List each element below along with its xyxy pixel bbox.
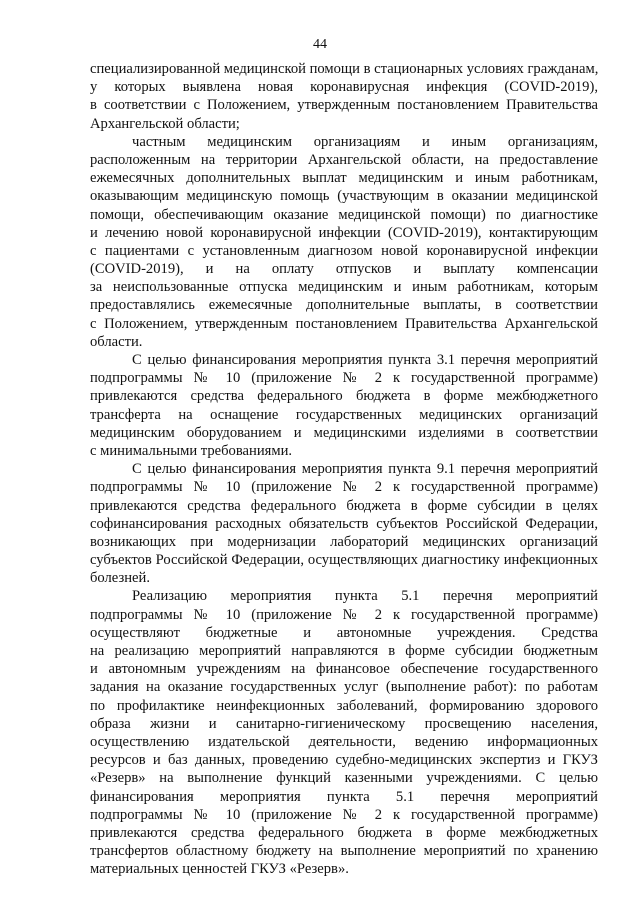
text-line: оказывающим медицинскую помощь (участвующим в оказании медицинской: [90, 188, 598, 205]
text-line: привлекаются средства федерального бюджета в форме межбюджетного: [90, 388, 598, 405]
text-line: возникающих при модернизации лабораторий медицинских организаций: [90, 533, 598, 550]
text-line: подпрограммы № 10 (приложение № 2 к государственной программе): [90, 479, 598, 496]
text-line: специализированной медицинской помощи в стационарных условиях гражданам,: [90, 61, 599, 77]
paragraph: [90, 460, 598, 587]
text-line: по профилактике неинфекционных заболеваний, формированию здорового: [90, 697, 598, 714]
text-line: у которых выявлена новая коронавирусная инфекция (COVID-2019),: [90, 79, 598, 96]
paragraph: [90, 60, 598, 133]
text-line: на реализацию мероприятий направляются в форме субсидии бюджетным: [90, 643, 598, 659]
text-line: подпрограммы № 10 (приложение № 2 к государственной программе): [90, 370, 598, 387]
text-line: в соответствии с Положением, утвержденным постановлением Правительства: [90, 97, 598, 114]
text-line: С целью финансирования мероприятия пункта 9.1 перечня мероприятий: [132, 461, 598, 478]
text-line: и лечению новой коронавирусной инфекции (COVID-2019), контактирующим: [90, 224, 598, 241]
paragraph: [90, 351, 598, 460]
text-line: образа жизни и санитарно-гигиеническому просвещению населения,: [90, 715, 598, 732]
text-line: частным медицинским организациям и иным организациям,: [132, 133, 598, 150]
text-line: осуществлению издательской деятельности, ведению информационных: [90, 733, 598, 750]
text-line: трансфертов областному бюджету на выполнение мероприятий по хранению: [90, 843, 598, 860]
document-body: [90, 60, 598, 878]
text-line: субъектов Российской Федерации, осуществляющих диагностику инфекционных: [90, 552, 598, 569]
text-line: подпрограммы № 10 (приложение № 2 к государственной программе): [90, 606, 598, 623]
text-line: ресурсов и баз данных, проведению судебно-медицинских экспертиз и ГКУЗ: [90, 752, 598, 769]
page-number: 44: [313, 37, 327, 52]
text-line: предоставлялись ежемесячные дополнительные выплаты, в соответствии: [90, 297, 598, 314]
text-line: Архангельской области;: [90, 115, 240, 132]
text-line: ежемесячных дополнительных выплат медицинским и иным работникам,: [90, 170, 598, 187]
paragraph: [90, 587, 598, 878]
text-line: помощи, обеспечивающим оказание медицинской помощи) по диагностике: [90, 206, 598, 223]
text-line: задания на оказание государственных услуг (выполнение работ): по работам: [90, 679, 598, 696]
text-line: с пациентами с установленным диагнозом новой коронавирусной инфекции: [90, 242, 598, 259]
text-line: привлекаются средства федерального бюджета в форме межбюджетных: [90, 824, 598, 841]
text-line: расположенным на территории Архангельской области, на предоставление: [90, 151, 598, 168]
text-line: подпрограммы № 10 (приложение № 2 к государственной программе): [90, 806, 598, 823]
text-line: (COVID-2019), и на оплату отпусков и выплату компенсации: [90, 261, 598, 278]
text-line: С целью финансирования мероприятия пункта 3.1 перечня мероприятий: [132, 352, 598, 368]
paragraph: [90, 133, 598, 351]
text-line: медицинским оборудованием и медицинскими изделиями в соответствии: [90, 424, 598, 441]
text-line: с минимальными требованиями.: [90, 442, 293, 459]
text-line: софинансирования расходных обязательств субъектов Российской Федерации,: [90, 515, 598, 532]
text-line: финансирования мероприятия пункта 5.1 перечня мероприятий: [90, 788, 598, 805]
text-line: осуществляют бюджетные и автономные учреждения. Средства: [90, 624, 598, 641]
text-line: материальных ценностей ГКУЗ «Резерв».: [90, 861, 349, 878]
text-line: области.: [90, 333, 143, 350]
text-line: Реализацию мероприятия пункта 5.1 перечня мероприятий: [132, 588, 598, 605]
text-line: с Положением, утвержденным постановлением Правительства Архангельской: [90, 315, 598, 332]
text-line: «Резерв» на выполнение функций казенными учреждениями. С целью: [90, 770, 598, 787]
text-line: и автономным учреждениям на финансовое обеспечение государственного: [90, 661, 598, 678]
text-line: привлекаются средства федерального бюджета в форме субсидии в целях: [90, 497, 598, 514]
text-line: за неиспользованные отпуска медицинским и иным работникам, которым: [90, 279, 598, 296]
text-line: трансферта на оснащение государственных медицинских организаций: [90, 406, 598, 423]
text-line: болезней.: [90, 570, 150, 587]
